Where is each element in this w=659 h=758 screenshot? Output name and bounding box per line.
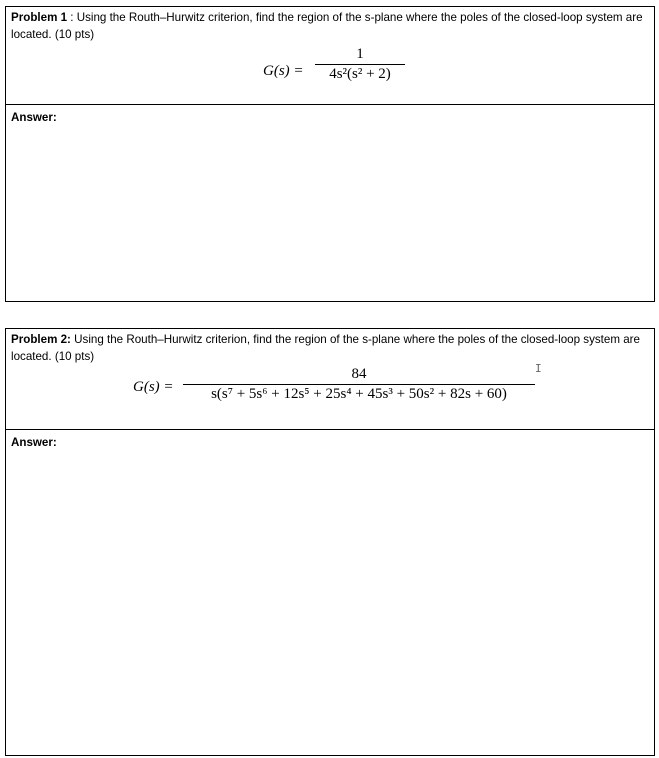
problem-1-numerator: 1 <box>356 46 364 62</box>
problem-2-question-cell <box>6 329 654 430</box>
problem-2-question <box>6 329 654 365</box>
problem-2-answer-label: Answer: <box>11 436 57 449</box>
problem-1-fraction <box>315 46 405 83</box>
problem-2-fraction-bar <box>183 384 535 385</box>
problem-1-label: Problem 1 <box>11 11 68 24</box>
problem-2-fraction <box>183 366 535 403</box>
problem-1-answer-area[interactable] <box>6 127 654 301</box>
problem-1-question <box>6 7 654 43</box>
problem-2-numerator: 84 <box>351 366 367 382</box>
problem-2-denominator: s(s⁷ + 5s⁶ + 12s⁵ + 25s⁴ + 45s³ + 50s² + 82s + 60) <box>211 386 507 402</box>
problem-1-box <box>5 6 655 302</box>
problem-2-label: Problem 2: <box>11 333 71 346</box>
problem-2-answer-area[interactable] <box>6 452 654 755</box>
problem-1-answer-label: Answer: <box>11 111 57 124</box>
problem-1-lhs: G(s) = <box>263 63 304 79</box>
problem-2-text: Using the Routh–Hurwitz criterion, find the region of the s-plane where the poles of the closed-loop system are located. (10 pts) <box>11 333 640 363</box>
text-cursor-icon: I <box>535 362 542 375</box>
problem-2-box <box>5 328 655 756</box>
problem-1-denominator: 4s²(s² + 2) <box>329 66 391 82</box>
problem-2-lhs: G(s) = <box>133 379 174 395</box>
problem-1-question-cell <box>6 7 654 105</box>
problem-1-text: : Using the Routh–Hurwitz criterion, find the region of the s-plane where the poles of the closed-loop system are located. (10 pts) <box>11 11 643 41</box>
problem-1-fraction-bar <box>315 64 405 65</box>
